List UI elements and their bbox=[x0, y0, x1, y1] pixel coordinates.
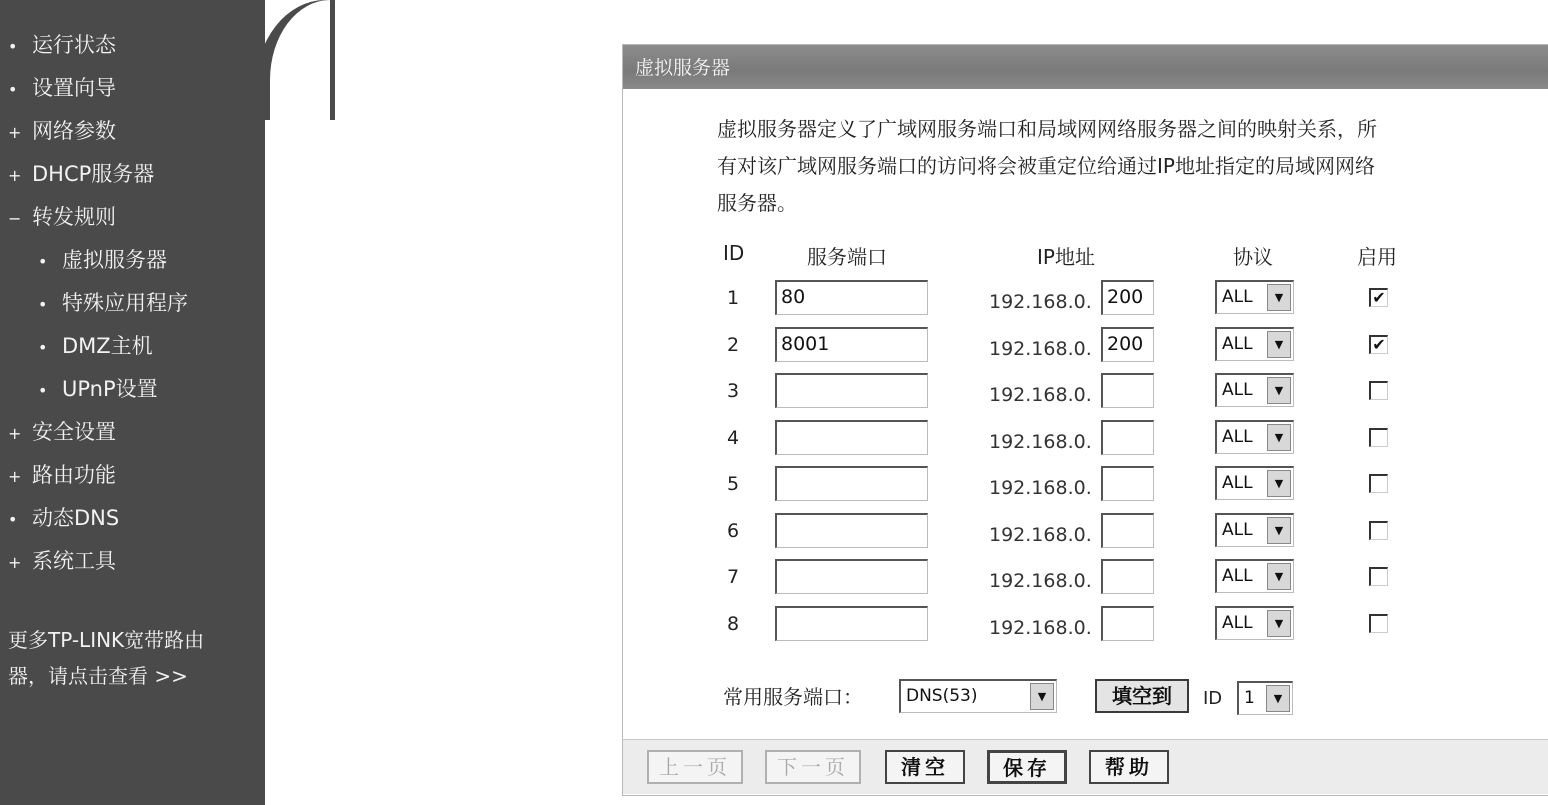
prev-page-button[interactable]: 上一页 bbox=[647, 750, 743, 784]
sidebar-item-forwarding[interactable]: − 转发规则 bbox=[8, 205, 116, 229]
chevron-down-icon: ▼ bbox=[1267, 284, 1291, 311]
service-port-input[interactable] bbox=[775, 420, 928, 455]
row-id: 7 bbox=[727, 566, 740, 588]
sidebar-item-special-apps[interactable]: • 特殊应用程序 bbox=[38, 291, 188, 315]
panel-description: 虚拟服务器定义了广域网服务端口和局域网网络服务器之间的映射关系，所 有对该广域网服务端口的访问将会被重定位给通过IP地址指定的局域网网络 服务器。 bbox=[717, 117, 1377, 215]
ip-last-octet-input[interactable] bbox=[1101, 466, 1154, 501]
service-port-input[interactable] bbox=[775, 606, 928, 641]
fill-id-select[interactable]: 1 ▼ bbox=[1237, 681, 1293, 715]
row-id: 2 bbox=[727, 333, 740, 356]
sidebar-item-dhcp[interactable]: + DHCP服务器 bbox=[8, 162, 155, 186]
ip-last-octet-input[interactable] bbox=[1101, 559, 1154, 594]
sidebar-item-upnp[interactable]: • UPnP设置 bbox=[38, 377, 158, 401]
sidebar-item-virtual-server[interactable]: • 虚拟服务器 bbox=[38, 248, 167, 272]
enable-checkbox[interactable] bbox=[1369, 474, 1388, 493]
protocol-select[interactable]: ALL ▼ bbox=[1215, 513, 1294, 547]
sidebar-item-routing[interactable]: + 路由功能 bbox=[8, 463, 116, 487]
ip-last-octet-input[interactable]: 200 bbox=[1101, 280, 1154, 315]
sidebar-item-wizard[interactable]: • 设置向导 bbox=[8, 76, 116, 100]
service-port-input[interactable]: 8001 bbox=[775, 327, 928, 362]
chevron-down-icon: ▼ bbox=[1030, 683, 1054, 710]
chevron-down-icon: ▼ bbox=[1266, 685, 1290, 712]
clear-button[interactable]: 清空 bbox=[885, 750, 965, 784]
ip-prefix: 192.168.0. bbox=[989, 430, 1092, 453]
ip-prefix: 192.168.0. bbox=[989, 570, 1092, 592]
more-products-link[interactable] bbox=[8, 622, 258, 694]
chevron-down-icon: ▼ bbox=[1267, 424, 1291, 451]
sidebar-item-status[interactable]: • 运行状态 bbox=[8, 33, 116, 57]
row-id: 6 bbox=[727, 519, 740, 542]
row-id: 1 bbox=[727, 287, 740, 309]
chevron-down-icon: ▼ bbox=[1267, 470, 1291, 497]
ip-last-octet-input[interactable] bbox=[1101, 513, 1154, 548]
ip-last-octet-input[interactable] bbox=[1101, 373, 1154, 408]
sidebar-nav bbox=[8, 28, 188, 587]
sidebar-item-security[interactable]: + 安全设置 bbox=[8, 420, 116, 444]
chevron-down-icon: ▼ bbox=[1267, 377, 1291, 404]
header-id: ID bbox=[723, 241, 745, 265]
chevron-down-icon: ▼ bbox=[1267, 610, 1291, 637]
chevron-down-icon: ▼ bbox=[1267, 517, 1291, 544]
panel-title: 虚拟服务器 bbox=[623, 45, 1548, 89]
row-id: 8 bbox=[727, 612, 740, 635]
protocol-select[interactable]: ALL ▼ bbox=[1215, 280, 1294, 314]
service-port-input[interactable] bbox=[775, 559, 928, 594]
sidebar-item-network[interactable]: + 网络参数 bbox=[8, 119, 116, 143]
header-service-port: 服务端口 bbox=[807, 245, 887, 269]
ip-last-octet-input[interactable]: 200 bbox=[1101, 327, 1154, 362]
service-port-input[interactable]: 80 bbox=[775, 280, 928, 315]
ip-last-octet-input[interactable] bbox=[1101, 606, 1154, 641]
service-port-input[interactable] bbox=[775, 513, 928, 548]
ip-prefix: 192.168.0. bbox=[989, 523, 1092, 546]
protocol-select[interactable]: ALL ▼ bbox=[1215, 327, 1294, 361]
header-ip-address: IP地址 bbox=[1037, 245, 1095, 269]
sidebar-item-dmz[interactable]: • DMZ主机 bbox=[38, 334, 153, 358]
header-enable: 启用 bbox=[1357, 245, 1397, 269]
button-bar bbox=[623, 739, 1548, 794]
service-port-input[interactable] bbox=[775, 373, 928, 408]
enable-checkbox[interactable]: ✔ bbox=[1369, 288, 1388, 307]
header-protocol: 协议 bbox=[1233, 245, 1273, 269]
next-page-button[interactable]: 下一页 bbox=[765, 750, 861, 784]
ip-prefix: 192.168.0. bbox=[989, 291, 1092, 313]
more-products-line1: 更多TP-LINK宽带路由 bbox=[8, 628, 205, 652]
help-button[interactable]: 帮助 bbox=[1089, 750, 1169, 784]
row-id: 4 bbox=[727, 426, 740, 449]
protocol-select[interactable]: ALL ▼ bbox=[1215, 466, 1294, 500]
ip-last-octet-input[interactable] bbox=[1101, 420, 1154, 455]
sidebar-item-ddns[interactable]: • 动态DNS bbox=[8, 506, 120, 530]
chevron-down-icon: ▼ bbox=[1267, 563, 1291, 590]
enable-checkbox[interactable] bbox=[1369, 428, 1388, 447]
more-products-line2: 器，请点击查看 >> bbox=[8, 664, 188, 688]
common-port-select[interactable]: DNS(53) ▼ bbox=[899, 679, 1057, 713]
fill-to-button[interactable]: 填空到 bbox=[1095, 679, 1189, 713]
virtual-server-panel bbox=[622, 44, 1548, 796]
row-id: 3 bbox=[727, 380, 740, 402]
service-port-input[interactable] bbox=[775, 466, 928, 501]
ip-prefix: 192.168.0. bbox=[989, 384, 1092, 406]
enable-checkbox[interactable] bbox=[1369, 381, 1388, 400]
sidebar-item-system-tools[interactable]: + 系统工具 bbox=[8, 549, 116, 573]
fill-id-label: ID bbox=[1203, 688, 1223, 709]
ip-prefix: 192.168.0. bbox=[989, 616, 1092, 639]
enable-checkbox[interactable] bbox=[1369, 567, 1388, 586]
protocol-select[interactable]: ALL ▼ bbox=[1215, 373, 1294, 407]
content-corner bbox=[270, 0, 330, 805]
enable-checkbox[interactable] bbox=[1369, 614, 1388, 633]
protocol-select[interactable]: ALL ▼ bbox=[1215, 606, 1294, 640]
ip-prefix: 192.168.0. bbox=[989, 477, 1092, 499]
save-button[interactable]: 保存 bbox=[987, 750, 1067, 784]
protocol-select[interactable]: ALL ▼ bbox=[1215, 559, 1294, 593]
protocol-select[interactable]: ALL ▼ bbox=[1215, 420, 1294, 454]
row-id: 5 bbox=[727, 473, 740, 495]
enable-checkbox[interactable] bbox=[1369, 521, 1388, 540]
chevron-down-icon: ▼ bbox=[1267, 331, 1291, 358]
ip-prefix: 192.168.0. bbox=[989, 337, 1092, 360]
common-port-label: 常用服务端口： bbox=[723, 685, 863, 709]
enable-checkbox[interactable]: ✔ bbox=[1369, 335, 1388, 354]
